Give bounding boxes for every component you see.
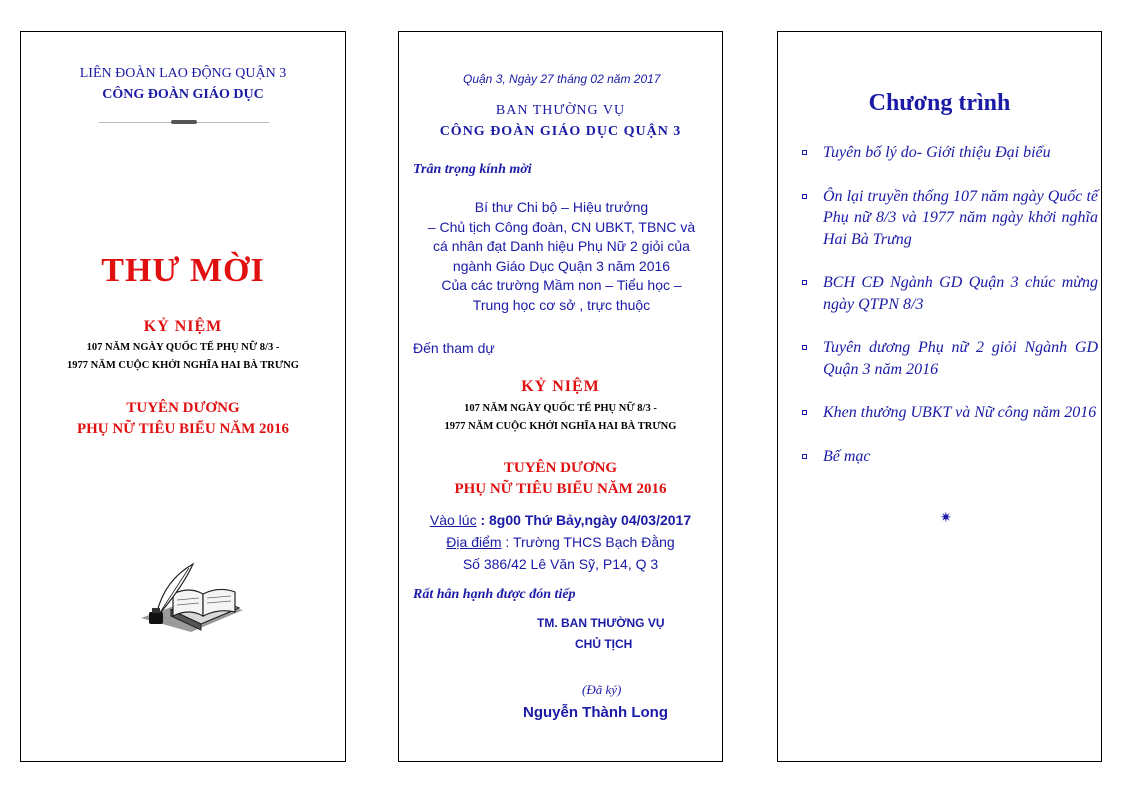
program-item-text: Tuyên dương Phụ nữ 2 giỏi Ngành GD Quận 3 năm 2016 bbox=[823, 339, 1098, 378]
commemoration-heading: KỶ NIỆM bbox=[143, 318, 223, 335]
program-item-text: Khen thưởng UBKT và Nữ công năm 2016 bbox=[823, 404, 1097, 421]
board-line-1: BAN THƯỜNG VỤ bbox=[495, 103, 626, 118]
welcome-text: Rất hân hạnh được đón tiếp bbox=[413, 587, 576, 602]
list-item bbox=[800, 446, 1098, 468]
invitee-line: Trung học cơ sở , trực thuộc bbox=[472, 296, 651, 313]
greeting: Trân trọng kính mời bbox=[413, 162, 532, 177]
list-item bbox=[800, 272, 1098, 315]
organization-line-2: CÔNG ĐOÀN GIÁO DỤC bbox=[102, 87, 264, 102]
commemoration-heading: KỶ NIỆM bbox=[521, 378, 600, 395]
divider-ornament bbox=[171, 120, 197, 124]
event-time bbox=[399, 512, 722, 528]
invitation-title: THƯ MỜI bbox=[101, 252, 265, 289]
signer-name: Nguyễn Thành Long bbox=[523, 704, 668, 721]
list-item bbox=[800, 337, 1098, 380]
program-item-text: Tuyên bố lý do- Giới thiệu Đại biểu bbox=[823, 144, 1051, 161]
place-label: Địa điểm bbox=[446, 534, 502, 550]
invitee-line: – Chủ tịch Công đoàn, CN UBKT, TBNC và bbox=[427, 218, 696, 235]
invitee-line: cá nhân đạt Danh hiệu Phụ Nữ 2 giỏi của bbox=[433, 238, 690, 254]
signed-note: (Đã ký) bbox=[582, 682, 622, 697]
honor-line-1: TUYÊN DƯƠNG bbox=[503, 460, 618, 476]
program-item-text: Ôn lại truyền thống 107 năm ngày Quốc tế Phụ nữ 8/3 và 1977 năm ngày khởi nghĩa Hai Bà Trưng bbox=[823, 187, 1098, 248]
list-item bbox=[800, 186, 1098, 251]
signature-title-1: TM. BAN THƯỜNG VỤ bbox=[537, 616, 665, 630]
time-value: : 8g00 Thứ Bảy,ngày 04/03/2017 bbox=[476, 512, 692, 528]
program-list bbox=[800, 142, 1098, 467]
square-bullet-icon bbox=[802, 345, 807, 350]
event-line-1: 107 NĂM NGÀY QUỐC TẾ PHỤ NỮ 8/3 - bbox=[86, 342, 280, 353]
square-bullet-icon bbox=[802, 150, 807, 155]
list-item bbox=[800, 142, 1098, 164]
invitee-list bbox=[409, 198, 714, 315]
signature-title-2: CHỦ TỊCH bbox=[575, 637, 633, 651]
invitee-line: ngành Giáo Dục Quận 3 năm 2016 bbox=[452, 257, 671, 274]
list-item bbox=[800, 402, 1098, 424]
honor-line-1: TUYÊN DƯƠNG bbox=[126, 400, 240, 416]
program-title: Chương trình bbox=[868, 90, 1011, 116]
program-item-text: BCH CĐ Ngành GD Quận 3 chúc mừng ngày QTPN 8/3 bbox=[823, 274, 1098, 313]
square-bullet-icon bbox=[802, 280, 807, 285]
invitation-panel bbox=[398, 31, 723, 762]
square-bullet-icon bbox=[802, 454, 807, 459]
program-panel bbox=[777, 31, 1102, 762]
program-item-text: Bế mạc bbox=[823, 447, 871, 465]
event-address: Số 386/42 Lê Văn Sỹ, P14, Q 3 bbox=[462, 556, 659, 572]
event-place bbox=[399, 534, 722, 550]
cover-panel bbox=[20, 31, 346, 762]
event-line-1: 107 NĂM NGÀY QUỐC TẾ PHỤ NỮ 8/3 - bbox=[464, 403, 657, 414]
organization-line-1: LIÊN ĐOÀN LAO ĐỘNG QUẬN 3 bbox=[79, 66, 287, 81]
time-label: Vào lúc bbox=[429, 512, 477, 528]
honor-line-2: PHỤ NỮ TIÊU BIỂU NĂM 2016 bbox=[76, 421, 290, 437]
attend-text: Đến tham dự bbox=[413, 340, 495, 356]
honor-line-2: PHỤ NỮ TIÊU BIỂU NĂM 2016 bbox=[454, 481, 667, 497]
event-line-2: 1977 NĂM CUỘC KHỞI NGHĨA HAI BÀ TRƯNG bbox=[67, 360, 299, 371]
invitation-date: Quận 3, Ngày 27 tháng 02 năm 2017 bbox=[463, 72, 661, 86]
book-quill-icon bbox=[131, 560, 251, 635]
invitee-line: Bí thư Chi bộ – Hiệu trưởng bbox=[474, 199, 649, 215]
place-value: : Trường THCS Bạch Đằng bbox=[501, 534, 675, 550]
board-line-2: CÔNG ĐOÀN GIÁO DỤC QUẬN 3 bbox=[439, 124, 682, 139]
star-ornament-icon: ✷ bbox=[940, 511, 952, 526]
square-bullet-icon bbox=[802, 194, 807, 199]
event-line-2: 1977 NĂM CUỘC KHỞI NGHĨA HAI BÀ TRƯNG bbox=[444, 421, 677, 432]
square-bullet-icon bbox=[802, 410, 807, 415]
invitee-line: Của các trường Mầm non – Tiểu học – bbox=[441, 277, 682, 293]
